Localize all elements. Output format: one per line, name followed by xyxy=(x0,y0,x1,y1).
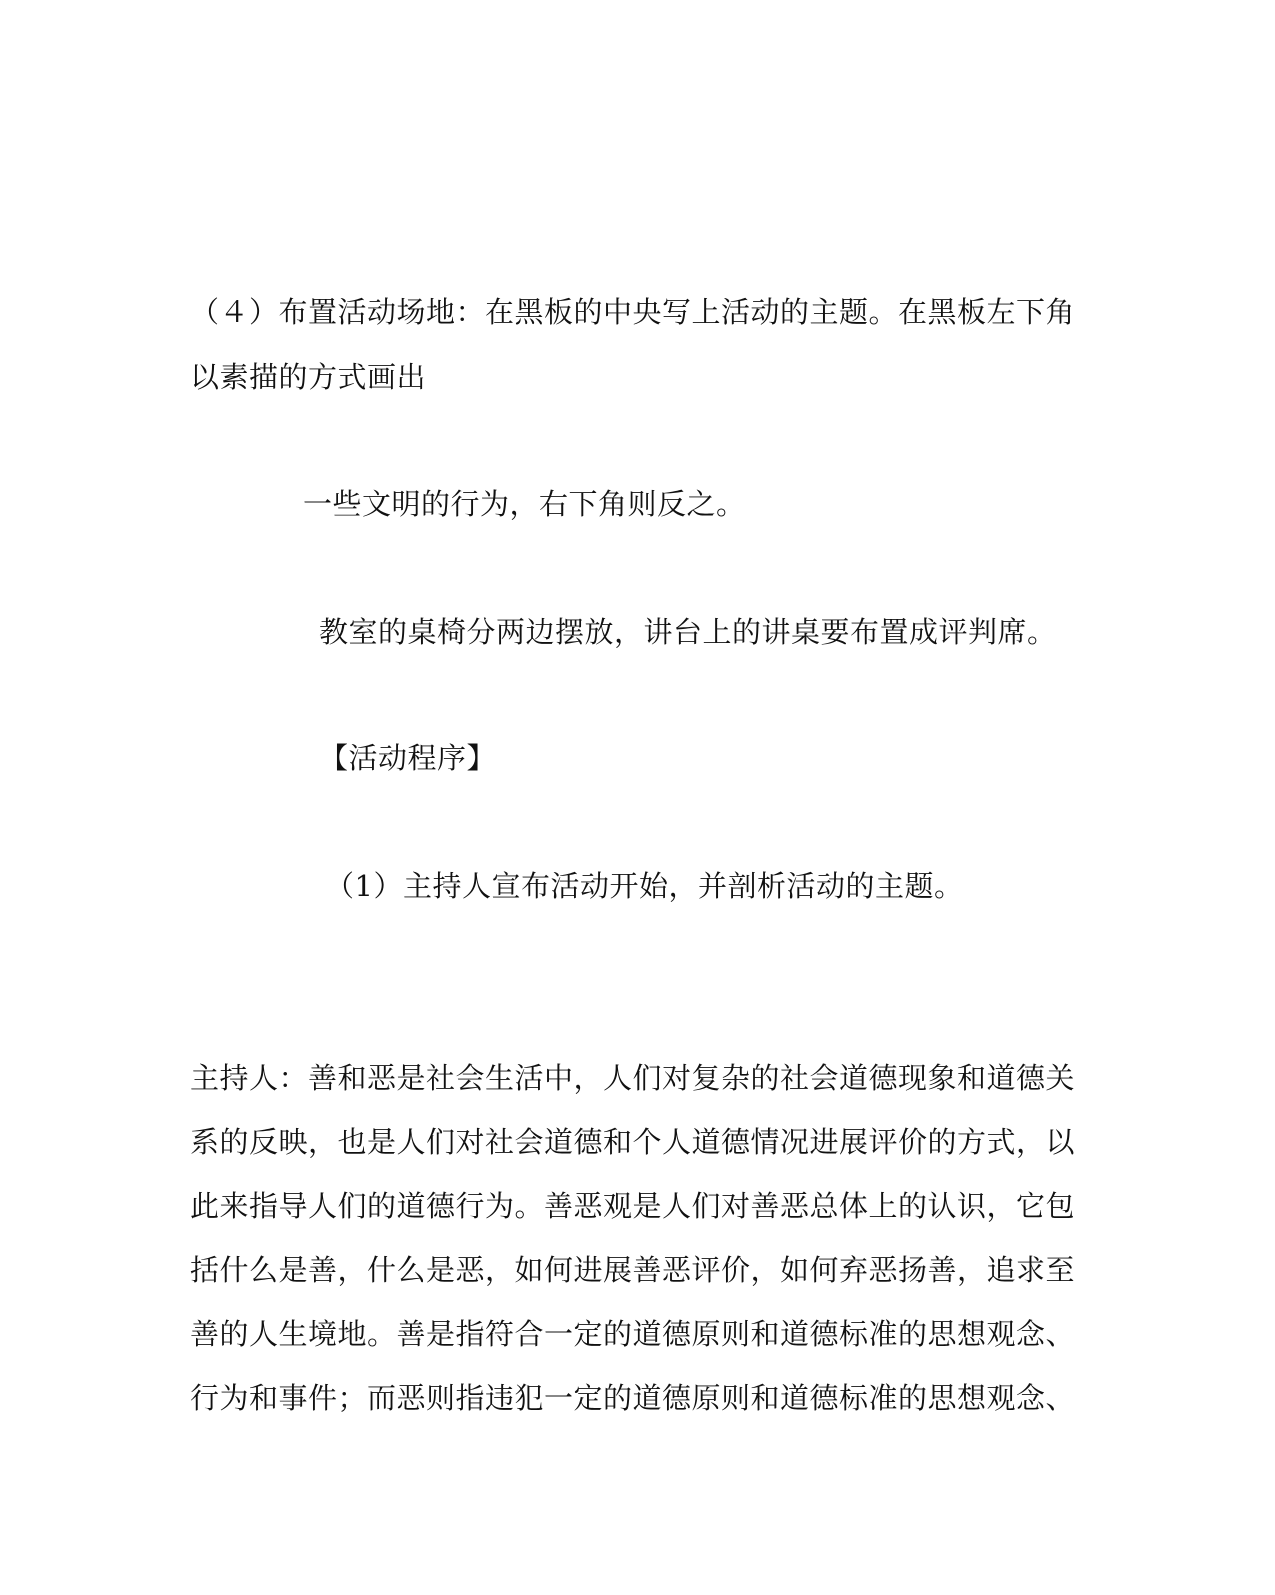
host-line-3: 此来指导人们的道德行为。善恶观是人们对善恶总体上的认识，它包 xyxy=(190,1189,1076,1223)
host-line-1: 主持人：善和恶是社会生活中，人们对复杂的社会道德现象和道德关 xyxy=(190,1061,1076,1095)
section-heading: 【活动程序】 xyxy=(319,741,497,775)
setup-line-1: （４）布置活动场地：在黑板的中央写上活动的主题。在黑板左下角 xyxy=(190,295,1076,329)
host-line-2: 系的反映，也是人们对社会道德和个人道德情况进展评价的方式，以 xyxy=(190,1125,1076,1159)
step-one: （1）主持人宣布活动开始，并剖析活动的主题。 xyxy=(325,869,964,903)
host-line-5: 善的人生境地。善是指符合一定的道德原则和道德标准的思想观念、 xyxy=(190,1317,1076,1351)
host-line-4: 括什么是善，什么是恶，如何进展善恶评价，如何弃恶扬善，追求至 xyxy=(190,1253,1076,1287)
host-line-6: 行为和事件；而恶则指违犯一定的道德原则和道德标准的思想观念、 xyxy=(190,1381,1076,1415)
classroom-paragraph: 教室的桌椅分两边摆放，讲台上的讲桌要布置成评判席。 xyxy=(319,615,1057,649)
setup-line-3: 一些文明的行为，右下角则反之。 xyxy=(303,487,746,521)
setup-line-2: 以素描的方式画出 xyxy=(190,360,427,394)
